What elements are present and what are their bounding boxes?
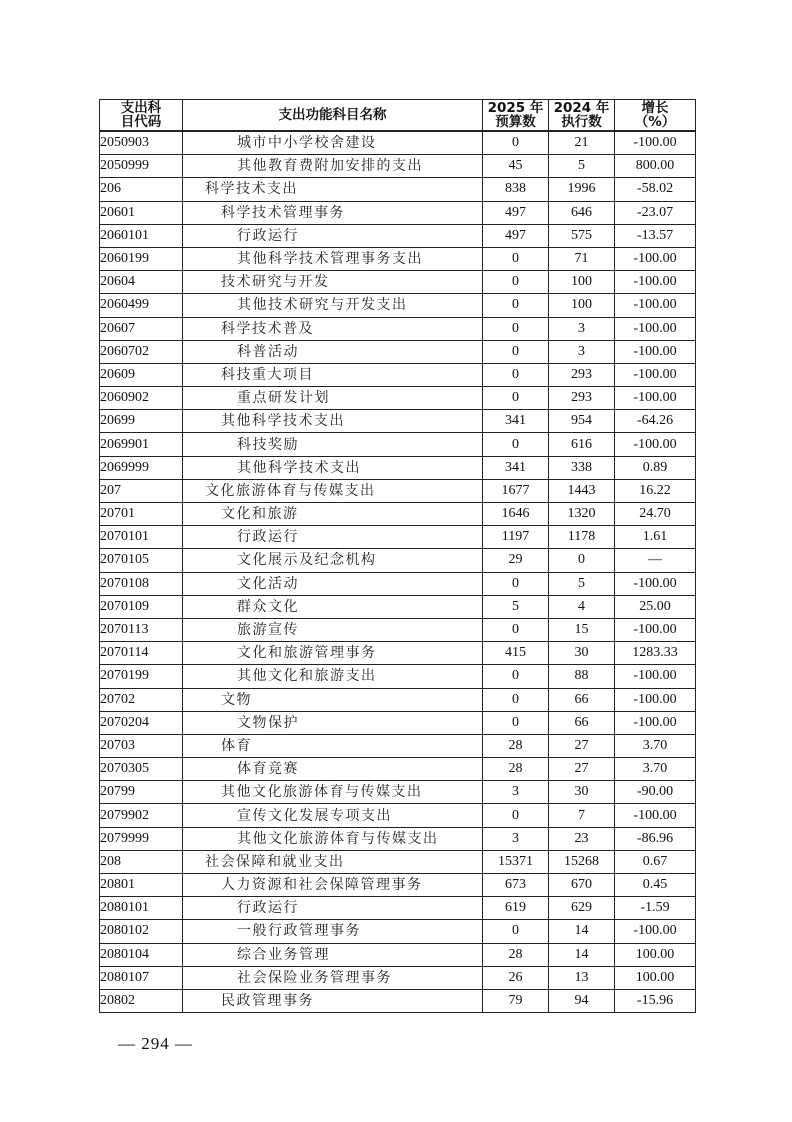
row-growth: 3.70 bbox=[615, 758, 696, 781]
row-growth: -90.00 bbox=[615, 781, 696, 804]
row-budget: 415 bbox=[483, 642, 549, 665]
row-code: 2070305 bbox=[100, 758, 183, 781]
row-code: 20799 bbox=[100, 781, 183, 804]
row-code: 20609 bbox=[100, 363, 183, 386]
table-row bbox=[100, 503, 696, 526]
row-budget: 0 bbox=[483, 271, 549, 294]
row-code: 2080104 bbox=[100, 943, 183, 966]
header-name: 支出功能科目名称 bbox=[183, 100, 483, 132]
table-row bbox=[100, 224, 696, 247]
row-code: 2080101 bbox=[100, 897, 183, 920]
row-code: 2060499 bbox=[100, 294, 183, 317]
row-actual: 3 bbox=[549, 340, 615, 363]
row-name: 其他科学技术支出 bbox=[183, 456, 483, 479]
row-actual: 14 bbox=[549, 920, 615, 943]
table-row bbox=[100, 363, 696, 386]
table-row bbox=[100, 595, 696, 618]
row-growth: -100.00 bbox=[615, 572, 696, 595]
expenditure-table bbox=[99, 99, 696, 1013]
row-budget: 497 bbox=[483, 201, 549, 224]
row-name: 体育 bbox=[183, 734, 483, 757]
row-actual: 27 bbox=[549, 758, 615, 781]
table-row bbox=[100, 804, 696, 827]
table-row bbox=[100, 387, 696, 410]
row-budget: 29 bbox=[483, 549, 549, 572]
row-growth: 1283.33 bbox=[615, 642, 696, 665]
row-budget: 0 bbox=[483, 618, 549, 641]
row-name: 科学技术普及 bbox=[183, 317, 483, 340]
row-growth: -100.00 bbox=[615, 665, 696, 688]
row-budget: 0 bbox=[483, 363, 549, 386]
header-budget: 2025 年 预算数 bbox=[483, 100, 549, 132]
row-budget: 619 bbox=[483, 897, 549, 920]
row-code: 2070114 bbox=[100, 642, 183, 665]
row-name: 旅游宣传 bbox=[183, 618, 483, 641]
row-growth: 16.22 bbox=[615, 479, 696, 502]
table-row bbox=[100, 711, 696, 734]
row-name: 科技奖励 bbox=[183, 433, 483, 456]
row-budget: 838 bbox=[483, 178, 549, 201]
row-budget: 0 bbox=[483, 387, 549, 410]
table-header-row bbox=[100, 100, 696, 132]
table-row bbox=[100, 758, 696, 781]
row-budget: 341 bbox=[483, 410, 549, 433]
row-actual: 3 bbox=[549, 317, 615, 340]
row-growth: -100.00 bbox=[615, 131, 696, 155]
row-code: 20703 bbox=[100, 734, 183, 757]
row-growth: — bbox=[615, 549, 696, 572]
table-row bbox=[100, 734, 696, 757]
row-budget: 0 bbox=[483, 920, 549, 943]
row-budget: 1646 bbox=[483, 503, 549, 526]
row-actual: 4 bbox=[549, 595, 615, 618]
row-actual: 293 bbox=[549, 363, 615, 386]
row-actual: 954 bbox=[549, 410, 615, 433]
table-row bbox=[100, 340, 696, 363]
row-actual: 293 bbox=[549, 387, 615, 410]
table-row bbox=[100, 549, 696, 572]
row-actual: 100 bbox=[549, 271, 615, 294]
row-actual: 670 bbox=[549, 874, 615, 897]
row-name: 其他文化旅游体育与传媒支出 bbox=[183, 827, 483, 850]
row-growth: -100.00 bbox=[615, 247, 696, 270]
row-actual: 0 bbox=[549, 549, 615, 572]
table-row bbox=[100, 572, 696, 595]
table-row bbox=[100, 479, 696, 502]
table-row bbox=[100, 966, 696, 989]
row-code: 2070204 bbox=[100, 711, 183, 734]
row-growth: -100.00 bbox=[615, 387, 696, 410]
row-budget: 0 bbox=[483, 804, 549, 827]
row-actual: 21 bbox=[549, 131, 615, 155]
row-budget: 3 bbox=[483, 781, 549, 804]
row-budget: 28 bbox=[483, 758, 549, 781]
row-actual: 30 bbox=[549, 642, 615, 665]
row-code: 20699 bbox=[100, 410, 183, 433]
row-actual: 71 bbox=[549, 247, 615, 270]
row-budget: 1677 bbox=[483, 479, 549, 502]
row-code: 2080107 bbox=[100, 966, 183, 989]
row-growth: 100.00 bbox=[615, 966, 696, 989]
row-name: 其他文化和旅游支出 bbox=[183, 665, 483, 688]
row-budget: 28 bbox=[483, 943, 549, 966]
row-name: 城市中小学校舍建设 bbox=[183, 131, 483, 155]
row-actual: 66 bbox=[549, 688, 615, 711]
row-code: 2079902 bbox=[100, 804, 183, 827]
row-code: 2070101 bbox=[100, 526, 183, 549]
row-actual: 646 bbox=[549, 201, 615, 224]
row-code: 2070105 bbox=[100, 549, 183, 572]
table-row bbox=[100, 131, 696, 155]
header-code: 支出科 目代码 bbox=[100, 100, 183, 132]
row-actual: 1996 bbox=[549, 178, 615, 201]
table-row bbox=[100, 433, 696, 456]
row-name: 民政管理事务 bbox=[183, 989, 483, 1012]
row-budget: 0 bbox=[483, 131, 549, 155]
row-code: 2070113 bbox=[100, 618, 183, 641]
row-actual: 15 bbox=[549, 618, 615, 641]
row-code: 2050999 bbox=[100, 155, 183, 178]
row-name: 社会保障和就业支出 bbox=[183, 850, 483, 873]
row-actual: 1443 bbox=[549, 479, 615, 502]
row-code: 2080102 bbox=[100, 920, 183, 943]
header-growth: 增长 （%） bbox=[615, 100, 696, 132]
table-row bbox=[100, 294, 696, 317]
header-actual: 2024 年 执行数 bbox=[549, 100, 615, 132]
row-budget: 0 bbox=[483, 247, 549, 270]
row-code: 2069999 bbox=[100, 456, 183, 479]
row-growth: -1.59 bbox=[615, 897, 696, 920]
row-name: 综合业务管理 bbox=[183, 943, 483, 966]
row-code: 20607 bbox=[100, 317, 183, 340]
row-name: 文化展示及纪念机构 bbox=[183, 549, 483, 572]
row-name: 行政运行 bbox=[183, 526, 483, 549]
row-growth: -100.00 bbox=[615, 433, 696, 456]
row-growth: 0.45 bbox=[615, 874, 696, 897]
row-actual: 5 bbox=[549, 572, 615, 595]
row-growth: 100.00 bbox=[615, 943, 696, 966]
row-code: 2060902 bbox=[100, 387, 183, 410]
row-code: 2070199 bbox=[100, 665, 183, 688]
row-growth: -100.00 bbox=[615, 271, 696, 294]
row-code: 2070108 bbox=[100, 572, 183, 595]
row-growth: 24.70 bbox=[615, 503, 696, 526]
row-budget: 28 bbox=[483, 734, 549, 757]
row-code: 20601 bbox=[100, 201, 183, 224]
row-actual: 616 bbox=[549, 433, 615, 456]
row-growth: -15.96 bbox=[615, 989, 696, 1012]
row-name: 其他科学技术管理事务支出 bbox=[183, 247, 483, 270]
row-actual: 100 bbox=[549, 294, 615, 317]
row-code: 20801 bbox=[100, 874, 183, 897]
row-name: 其他科学技术支出 bbox=[183, 410, 483, 433]
row-budget: 0 bbox=[483, 711, 549, 734]
table-row bbox=[100, 247, 696, 270]
row-budget: 0 bbox=[483, 433, 549, 456]
table-row bbox=[100, 456, 696, 479]
row-actual: 338 bbox=[549, 456, 615, 479]
table-row bbox=[100, 688, 696, 711]
row-actual: 88 bbox=[549, 665, 615, 688]
row-budget: 0 bbox=[483, 688, 549, 711]
table-row bbox=[100, 317, 696, 340]
row-name: 社会保险业务管理事务 bbox=[183, 966, 483, 989]
table-body bbox=[100, 131, 696, 1013]
row-name: 人力资源和社会保障管理事务 bbox=[183, 874, 483, 897]
row-growth: 0.89 bbox=[615, 456, 696, 479]
row-name: 一般行政管理事务 bbox=[183, 920, 483, 943]
row-code: 2069901 bbox=[100, 433, 183, 456]
row-budget: 0 bbox=[483, 294, 549, 317]
row-growth: 1.61 bbox=[615, 526, 696, 549]
row-actual: 30 bbox=[549, 781, 615, 804]
row-actual: 14 bbox=[549, 943, 615, 966]
row-code: 20701 bbox=[100, 503, 183, 526]
row-name: 其他教育费附加安排的支出 bbox=[183, 155, 483, 178]
row-actual: 7 bbox=[549, 804, 615, 827]
row-name: 科学技术管理事务 bbox=[183, 201, 483, 224]
table-row bbox=[100, 781, 696, 804]
row-code: 2060702 bbox=[100, 340, 183, 363]
table-row bbox=[100, 271, 696, 294]
row-growth: -100.00 bbox=[615, 340, 696, 363]
row-growth: -100.00 bbox=[615, 920, 696, 943]
table-row bbox=[100, 410, 696, 433]
row-growth: 0.67 bbox=[615, 850, 696, 873]
table-row bbox=[100, 850, 696, 873]
row-code: 20802 bbox=[100, 989, 183, 1012]
row-name: 其他文化旅游体育与传媒支出 bbox=[183, 781, 483, 804]
row-growth: 25.00 bbox=[615, 595, 696, 618]
row-budget: 673 bbox=[483, 874, 549, 897]
row-growth: 800.00 bbox=[615, 155, 696, 178]
row-budget: 45 bbox=[483, 155, 549, 178]
row-name: 宣传文化发展专项支出 bbox=[183, 804, 483, 827]
row-name: 科普活动 bbox=[183, 340, 483, 363]
table-row bbox=[100, 155, 696, 178]
row-name: 文化和旅游 bbox=[183, 503, 483, 526]
row-name: 其他技术研究与开发支出 bbox=[183, 294, 483, 317]
table-row bbox=[100, 989, 696, 1012]
row-budget: 497 bbox=[483, 224, 549, 247]
row-actual: 13 bbox=[549, 966, 615, 989]
row-actual: 66 bbox=[549, 711, 615, 734]
row-code: 206 bbox=[100, 178, 183, 201]
row-actual: 1320 bbox=[549, 503, 615, 526]
row-name: 文化旅游体育与传媒支出 bbox=[183, 479, 483, 502]
row-budget: 0 bbox=[483, 665, 549, 688]
row-name: 体育竞赛 bbox=[183, 758, 483, 781]
table-row bbox=[100, 827, 696, 850]
row-code: 208 bbox=[100, 850, 183, 873]
row-budget: 15371 bbox=[483, 850, 549, 873]
row-growth: -58.02 bbox=[615, 178, 696, 201]
table-row bbox=[100, 618, 696, 641]
row-code: 2060199 bbox=[100, 247, 183, 270]
row-budget: 26 bbox=[483, 966, 549, 989]
row-name: 文化和旅游管理事务 bbox=[183, 642, 483, 665]
page-number: — 294 — bbox=[118, 1034, 193, 1053]
row-name: 群众文化 bbox=[183, 595, 483, 618]
row-code: 2079999 bbox=[100, 827, 183, 850]
table-row bbox=[100, 665, 696, 688]
row-name: 文物保护 bbox=[183, 711, 483, 734]
row-budget: 79 bbox=[483, 989, 549, 1012]
row-growth: -100.00 bbox=[615, 317, 696, 340]
row-budget: 3 bbox=[483, 827, 549, 850]
row-code: 20702 bbox=[100, 688, 183, 711]
row-actual: 5 bbox=[549, 155, 615, 178]
row-actual: 27 bbox=[549, 734, 615, 757]
table-row bbox=[100, 897, 696, 920]
row-name: 重点研发计划 bbox=[183, 387, 483, 410]
row-code: 2050903 bbox=[100, 131, 183, 155]
row-code: 207 bbox=[100, 479, 183, 502]
row-budget: 341 bbox=[483, 456, 549, 479]
row-growth: -100.00 bbox=[615, 711, 696, 734]
row-name: 科技重大项目 bbox=[183, 363, 483, 386]
table-row bbox=[100, 920, 696, 943]
row-code: 20604 bbox=[100, 271, 183, 294]
row-budget: 0 bbox=[483, 572, 549, 595]
row-name: 行政运行 bbox=[183, 224, 483, 247]
row-growth: -100.00 bbox=[615, 363, 696, 386]
row-name: 文化活动 bbox=[183, 572, 483, 595]
row-growth: -13.57 bbox=[615, 224, 696, 247]
row-budget: 0 bbox=[483, 317, 549, 340]
row-code: 2070109 bbox=[100, 595, 183, 618]
table-row bbox=[100, 178, 696, 201]
row-name: 行政运行 bbox=[183, 897, 483, 920]
row-growth: -64.26 bbox=[615, 410, 696, 433]
row-actual: 15268 bbox=[549, 850, 615, 873]
row-growth: -100.00 bbox=[615, 294, 696, 317]
row-actual: 1178 bbox=[549, 526, 615, 549]
row-actual: 94 bbox=[549, 989, 615, 1012]
row-actual: 575 bbox=[549, 224, 615, 247]
row-growth: 3.70 bbox=[615, 734, 696, 757]
row-growth: -23.07 bbox=[615, 201, 696, 224]
row-budget: 1197 bbox=[483, 526, 549, 549]
row-growth: -86.96 bbox=[615, 827, 696, 850]
row-name: 技术研究与开发 bbox=[183, 271, 483, 294]
row-growth: -100.00 bbox=[615, 804, 696, 827]
table-row bbox=[100, 526, 696, 549]
row-actual: 629 bbox=[549, 897, 615, 920]
row-name: 科学技术支出 bbox=[183, 178, 483, 201]
row-budget: 5 bbox=[483, 595, 549, 618]
row-budget: 0 bbox=[483, 340, 549, 363]
row-growth: -100.00 bbox=[615, 688, 696, 711]
row-name: 文物 bbox=[183, 688, 483, 711]
row-code: 2060101 bbox=[100, 224, 183, 247]
row-growth: -100.00 bbox=[615, 618, 696, 641]
table-row bbox=[100, 642, 696, 665]
table-row bbox=[100, 874, 696, 897]
row-actual: 23 bbox=[549, 827, 615, 850]
table-row bbox=[100, 201, 696, 224]
table-row bbox=[100, 943, 696, 966]
